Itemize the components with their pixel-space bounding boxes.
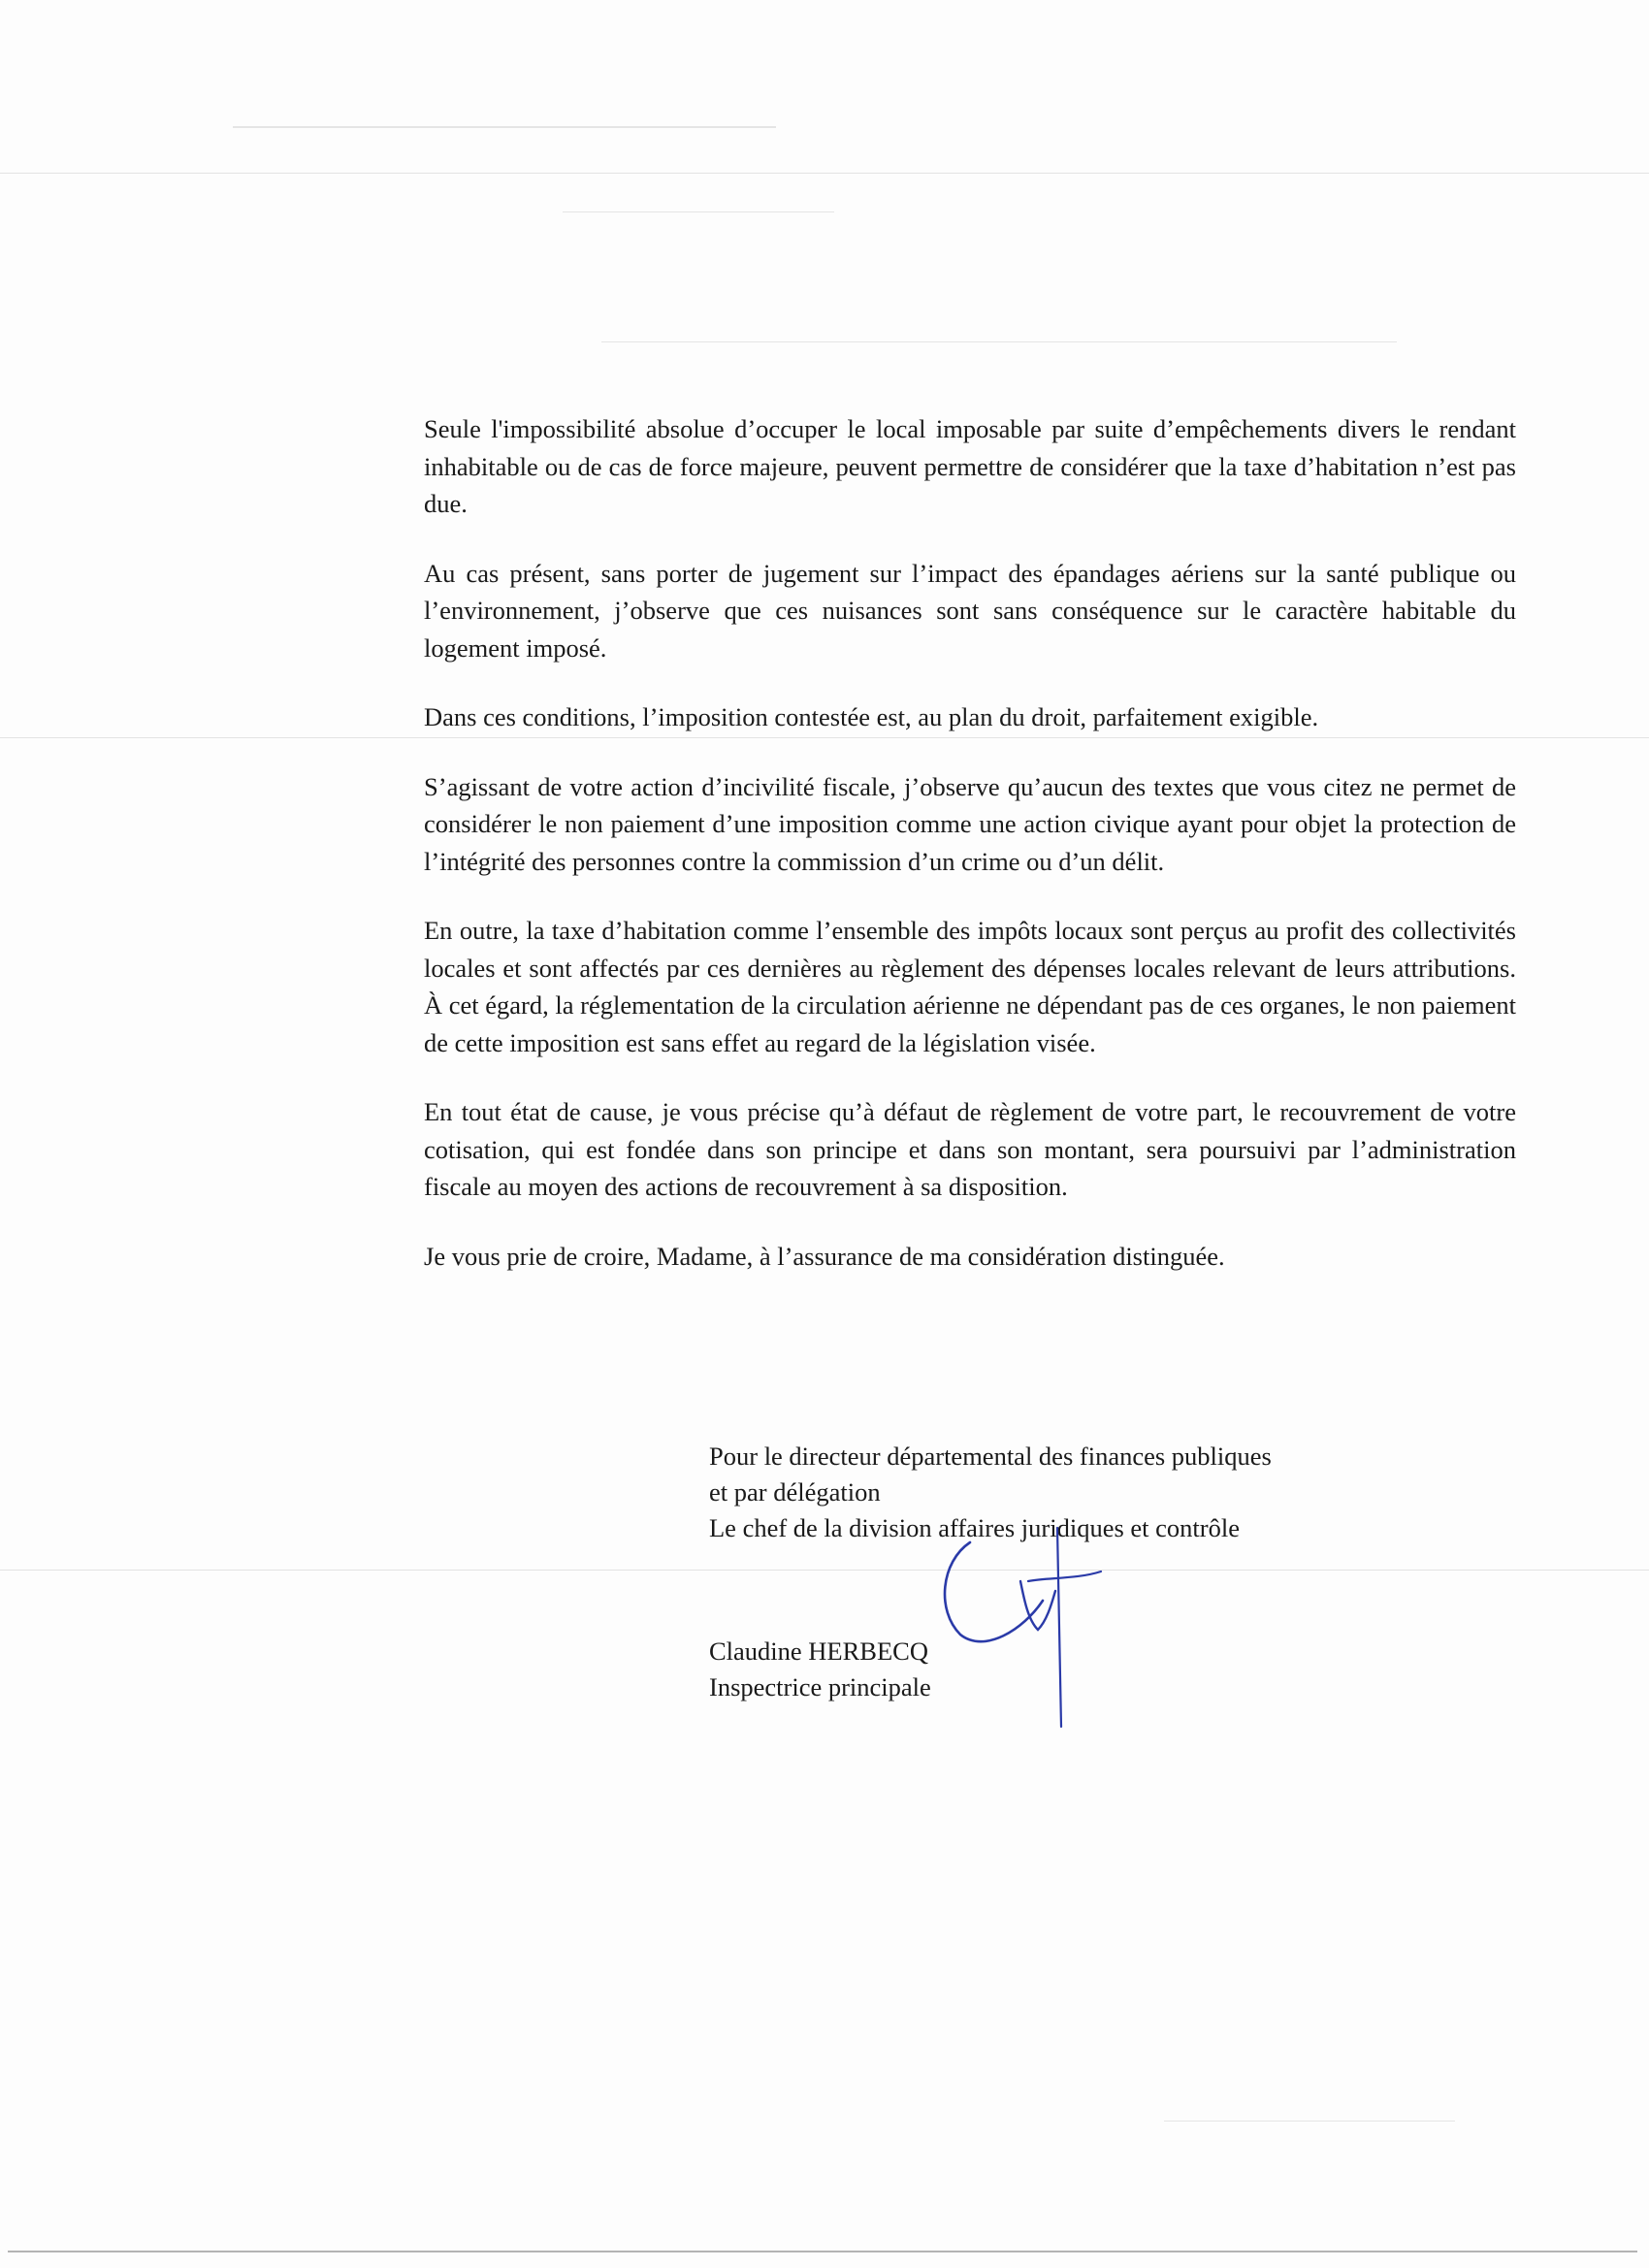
show-through-line <box>1164 2121 1455 2122</box>
paragraph-fiscal-incivility: S’agissant de votre action d’incivilité fiscale, j’observe qu’aucun des textes que vous citez ne permet de considérer le non paiement d’une imposition comme une action civique ayant pour objet la protection de l’intégrité des personnes contre la commission d’un crime ou d’un délit. <box>424 771 1516 876</box>
letter-body <box>424 410 1516 1307</box>
paragraph-habitability: Seule l'impossibilité absolue d’occuper le local imposable par suite d’empêchements divers le rendant inhabitable ou de cas de force majeure, peuvent permettre de considérer que la taxe d’habitation n’est pas due. <box>424 414 1516 518</box>
paragraph-recovery: En tout état de cause, je vous précise qu’à défaut de règlement de votre part, le recouvrement de votre cotisation, qui est fondée dans son principe et dans son montant, sera poursuivi par l’administration fiscale au moyen des actions de recouvrement à sa disposition. <box>424 1097 1516 1201</box>
show-through-line <box>563 211 834 212</box>
signatory-line-delegation: et par délégation <box>709 1477 881 1507</box>
paragraph-conditions: Dans ces conditions, l’imposition contestée est, au plan du droit, parfaitement exigible. <box>424 702 1319 731</box>
paragraph-present-case: Au cas présent, sans porter de jugement sur l’impact des épandages aériens sur la santé publique ou l’environnement, j’observe que ces nuisances sont sans conséquence sur le caractère habitable du logement imposé. <box>424 558 1516 663</box>
fold-line <box>0 173 1649 174</box>
signatory-name: Claudine HERBECQ <box>709 1636 928 1666</box>
paragraph-local-taxes: En outre, la taxe d’habitation comme l’ensemble des impôts locaux sont perçus au profit des collectivités locales et sont affectés par ces dernières au règlement des dépenses locales relevant de leurs attributions. À cet égard, la réglementation de la circulation aérienne ne dépendant pas de ces organes, le non paiement de cette imposition est sans effet au regard de la législation visée. <box>424 916 1517 1057</box>
page-edge <box>8 2251 1637 2252</box>
handwritten-signature <box>931 1523 1125 1736</box>
signatory-line-division: Le chef de la division affaires juridiques et contrôle <box>709 1513 1240 1542</box>
show-through-line <box>601 341 1397 342</box>
paragraph-closing: Je vous prie de croire, Madame, à l’assurance de ma considération distinguée. <box>424 1241 1225 1271</box>
signatory-line-director: Pour le directeur départemental des finances publiques <box>709 1442 1272 1471</box>
show-through-line <box>233 126 776 128</box>
signatory-title: Inspectrice principale <box>709 1672 931 1701</box>
